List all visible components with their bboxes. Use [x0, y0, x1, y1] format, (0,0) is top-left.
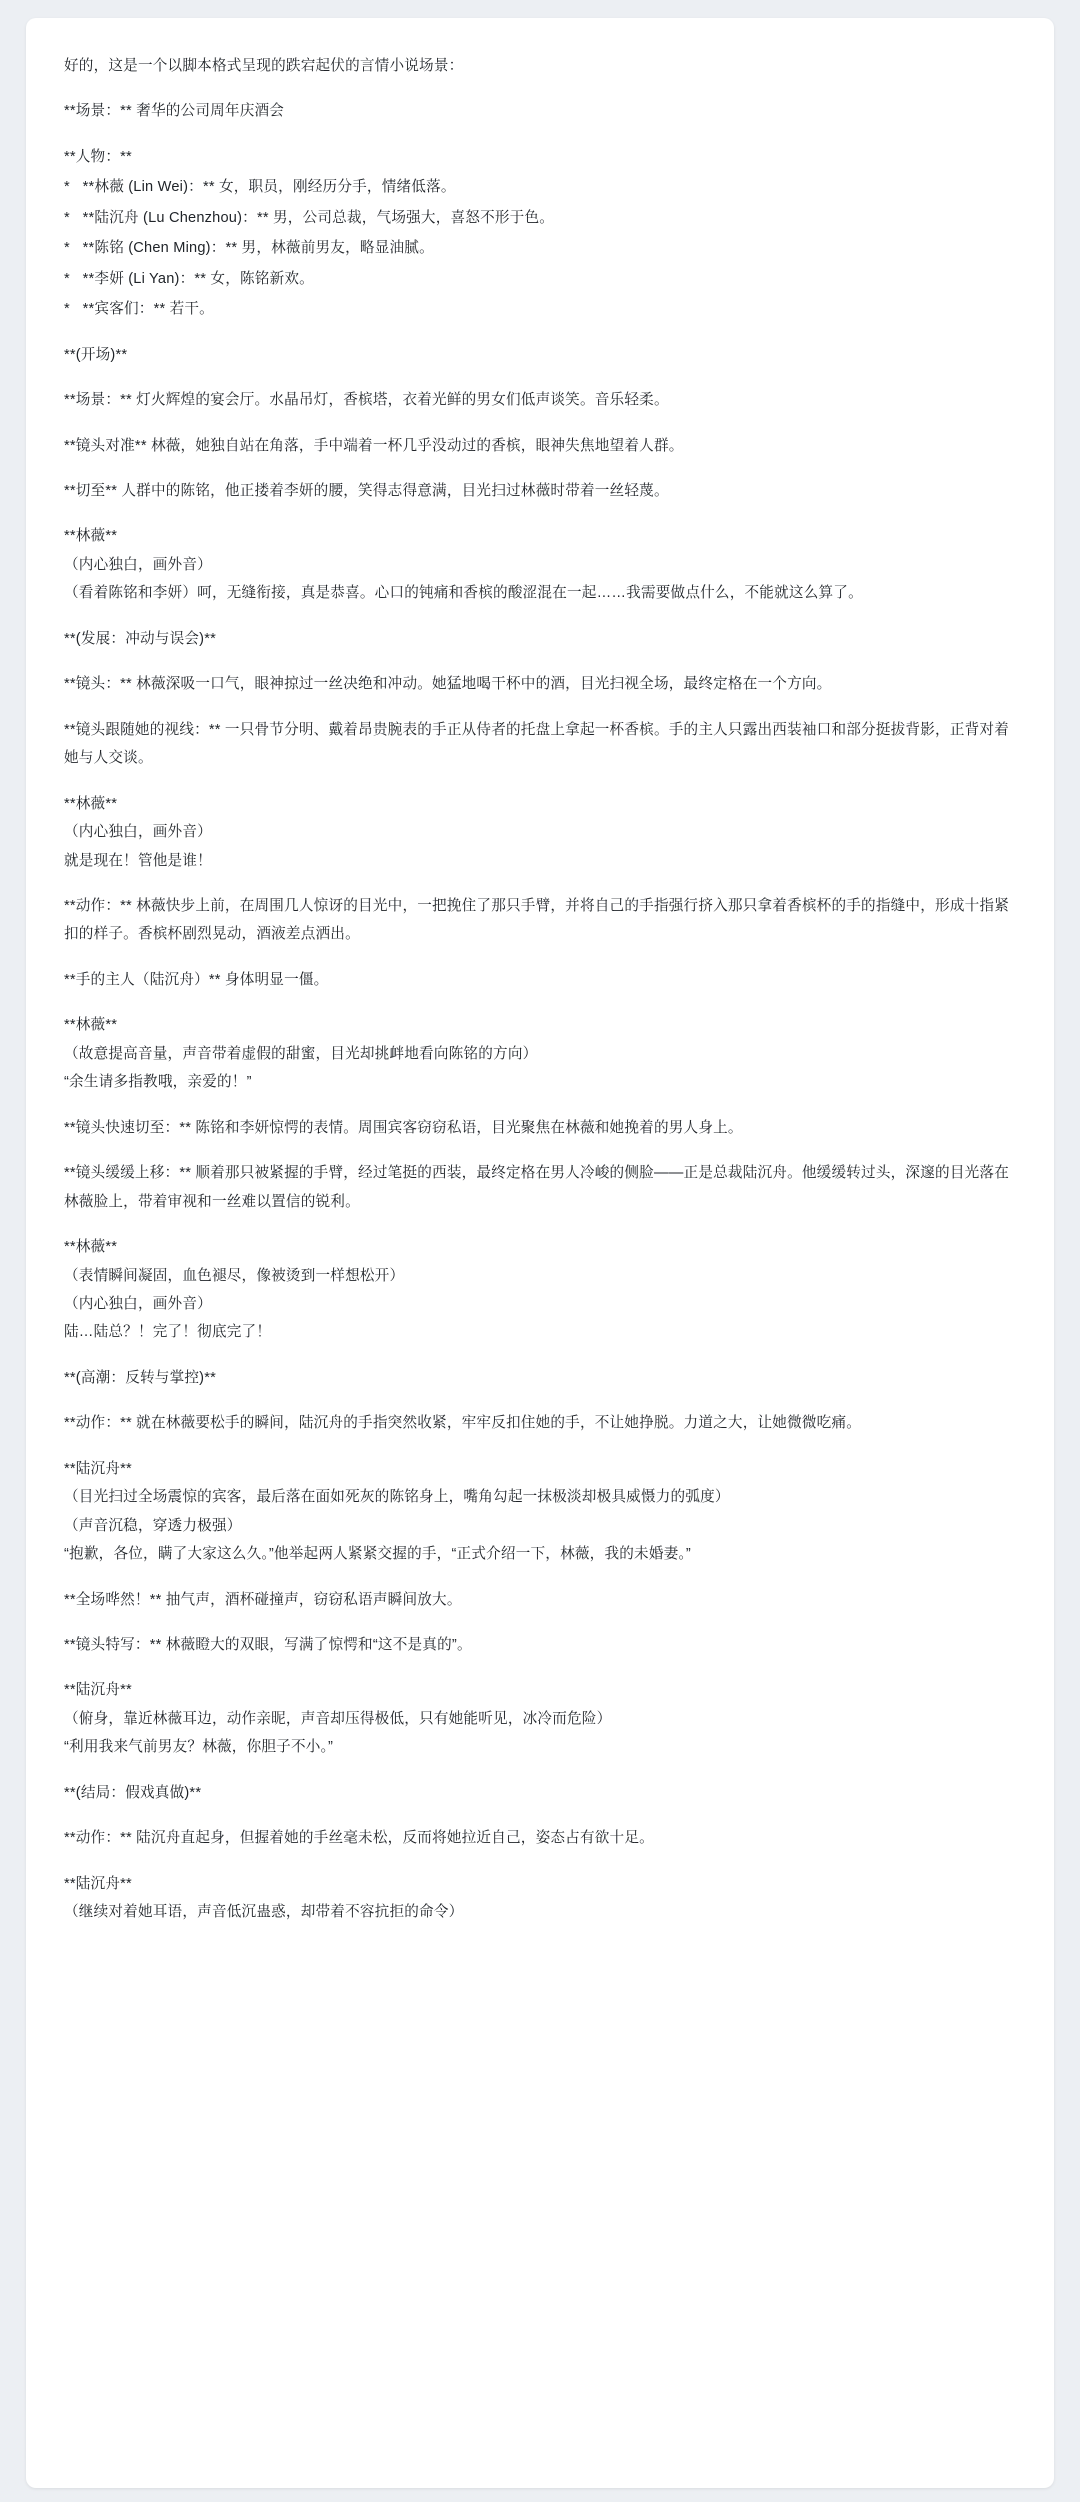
- script-line: **镜头快速切至：** 陈铭和李妍惊愕的表情。周围宾客窃窃私语，目光聚焦在林薇和她挽着的男人身上。: [64, 1119, 743, 1136]
- script-line: （继续对着她耳语，声音低沉蛊惑，却带着不容抗拒的命令）: [64, 1904, 464, 1921]
- script-line: **林薇**: [64, 795, 118, 812]
- script-line: **动作：** 陆沉舟直起身，但握着她的手丝毫未松，反而将她拉近自己，姿态占有欲十足。: [64, 1830, 654, 1847]
- character-item: * **林薇 (Lin Wei)：** 女，职员，刚经历分手，情绪低落。: [64, 179, 456, 196]
- script-line: **陆沉舟**: [64, 1875, 132, 1892]
- script-line: **镜头缓缓上移：** 顺着那只被紧握的手臂，经过笔挺的西装，最终定格在男人冷峻的侧脸——正是总裁陆沉舟。他缓缓转过头，深邃的目光落在林薇脸上，带着审视和一丝难以置信的锐利。: [64, 1165, 1009, 1210]
- script-line: **(高潮：反转与掌控)**: [64, 1369, 216, 1386]
- script-line: （内心独白，画外音）: [64, 1295, 212, 1312]
- script-block: [64, 1676, 1016, 1761]
- script-block: [64, 386, 1016, 414]
- script-line: “余生请多指教哦，亲爱的！”: [64, 1074, 252, 1091]
- script-line: **镜头对准** 林薇，她独自站在角落，手中端着一杯几乎没动过的香槟，眼神失焦地望着人群。: [64, 437, 684, 454]
- script-block: [64, 1159, 1016, 1216]
- intro-paragraph: 好的，这是一个以脚本格式呈现的跌宕起伏的言情小说场景：: [64, 58, 464, 74]
- script-block: [64, 1364, 1016, 1392]
- script-block: [64, 522, 1016, 607]
- script-block: [64, 892, 1016, 949]
- script-block: [64, 1114, 1016, 1142]
- script-block: [64, 1631, 1016, 1659]
- script-line: **林薇**: [64, 1239, 118, 1256]
- script-block: [64, 1409, 1016, 1437]
- script-line: **林薇**: [64, 1017, 118, 1034]
- character-item: * **陆沉舟 (Lu Chenzhou)：** 男，公司总裁，气场强大，喜怒不形于色。: [64, 209, 555, 226]
- script-line: （声音沉稳，穿透力极强）: [64, 1517, 242, 1534]
- act-open-heading: **(开场)**: [64, 346, 128, 363]
- script-line: **林薇**: [64, 528, 118, 545]
- character-item: * **李妍 (Li Yan)：** 女，陈铭新欢。: [64, 270, 314, 287]
- script-block: [64, 1870, 1016, 1927]
- character-item: * **陈铭 (Chen Ming)：** 男，林薇前男友，略显油腻。: [64, 240, 434, 257]
- script-line: （故意提高音量，声音带着虚假的甜蜜，目光却挑衅地看向陈铭的方向）: [64, 1045, 538, 1062]
- script-line: “利用我来气前男友？林薇，你胆子不小。”: [64, 1739, 334, 1756]
- script-line: **切至** 人群中的陈铭，他正搂着李妍的腰，笑得志得意满，目光扫过林薇时带着一丝轻蔑。: [64, 482, 669, 499]
- script-block: [64, 1233, 1016, 1347]
- script-line: **动作：** 就在林薇要松手的瞬间，陆沉舟的手指突然收紧，牢牢反扣住她的手，不让她挣脱。力道之大，让她微微吃痛。: [64, 1415, 862, 1432]
- script-line: （表情瞬间凝固，血色褪尽，像被烫到一样想松开）: [64, 1267, 405, 1284]
- script-block: [64, 1824, 1016, 1852]
- script-block: [64, 1779, 1016, 1807]
- script-line: **陆沉舟**: [64, 1682, 132, 1699]
- script-line: （俯身，靠近林薇耳边，动作亲昵，声音却压得极低，只有她能听见，冰冷而危险）: [64, 1710, 612, 1727]
- script-line: （目光扫过全场震惊的宾客，最后落在面如死灰的陈铭身上，嘴角勾起一抹极淡却极具威慑力的弧度）: [64, 1489, 730, 1506]
- script-line: **镜头：** 林薇深吸一口气，眼神掠过一丝决绝和冲动。她猛地喝干杯中的酒，目光扫视全场，最终定格在一个方向。: [64, 676, 832, 693]
- script-line: （内心独白，画外音）: [64, 824, 212, 841]
- script-block: [64, 790, 1016, 875]
- document-body: [64, 52, 1016, 1927]
- script-block: [64, 1011, 1016, 1096]
- script-line: **(发展：冲动与误会)**: [64, 630, 216, 647]
- script-block: [64, 477, 1016, 505]
- script-line: （内心独白，画外音）: [64, 556, 212, 573]
- script-line: **全场哗然！** 抽气声，酒杯碰撞声，窃窃私语声瞬间放大。: [64, 1591, 462, 1608]
- script-line: **场景：** 灯火辉煌的宴会厅。水晶吊灯，香槟塔，衣着光鲜的男女们低声谈笑。音乐轻柔。: [64, 392, 669, 409]
- script-block: [64, 432, 1016, 460]
- document-sheet: [26, 18, 1054, 2488]
- script-line: （看着陈铭和李妍）呵，无缝衔接，真是恭喜。心口的钝痛和香槟的酸涩混在一起……我需要做点什么，不能就这么算了。: [64, 585, 863, 602]
- script-block: [64, 625, 1016, 653]
- character-item: * **宾客们：** 若干。: [64, 301, 214, 318]
- script-line: **镜头特写：** 林薇瞪大的双眼，写满了惊愕和“这不是真的”。: [64, 1637, 472, 1654]
- script-block: [64, 716, 1016, 773]
- script-block: [64, 1455, 1016, 1569]
- characters-block: [64, 143, 1016, 324]
- script-block: [64, 670, 1016, 698]
- script-line: 就是现在！管他是谁！: [64, 852, 212, 869]
- script-line: **镜头跟随她的视线：** 一只骨节分明、戴着昂贵腕表的手正从侍者的托盘上拿起一杯香槟。手的主人只露出西装袖口和部分挺拔背影，正背对着她与人交谈。: [64, 721, 1009, 767]
- scene-heading: **场景：** 奢华的公司周年庆酒会: [64, 103, 285, 120]
- script-line: **陆沉舟**: [64, 1460, 132, 1477]
- script-line: 陆…陆总？！完了！彻底完了！: [64, 1324, 272, 1341]
- characters-heading: **人物：**: [64, 148, 132, 165]
- script-line: **动作：** 林薇快步上前，在周围几人惊讶的目光中，一把挽住了那只手臂，并将自己的手指强行挤入那只拿着香槟杯的手的指缝中，形成十指紧扣的样子。香槟杯剧烈晃动，酒液差点洒出。: [64, 897, 1009, 943]
- script-line: **(结局：假戏真做)**: [64, 1784, 202, 1801]
- script-block: [64, 966, 1016, 994]
- script-line: “抱歉，各位，瞒了大家这么久。”他举起两人紧紧交握的手，“正式介绍一下，林薇，我的未婚妻。”: [64, 1546, 691, 1563]
- script-line: **手的主人（陆沉舟）** 身体明显一僵。: [64, 971, 329, 988]
- script-block: [64, 1586, 1016, 1614]
